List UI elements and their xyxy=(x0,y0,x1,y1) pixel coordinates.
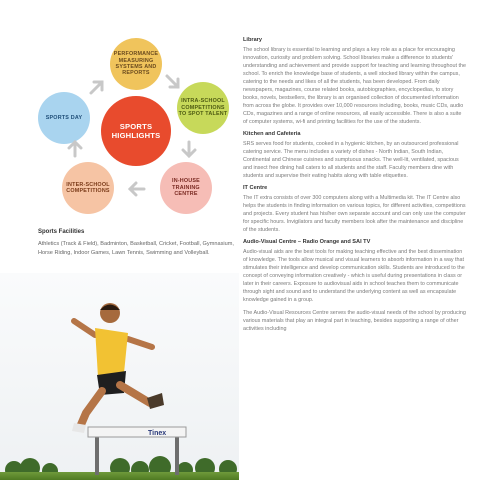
sports-highlights-center: SPORTS HIGHLIGHTS xyxy=(101,96,171,166)
it-centre-heading: IT Centre xyxy=(243,185,268,191)
library-heading: Library xyxy=(243,37,262,43)
arrow-icon xyxy=(164,72,182,90)
intra-school-node: INTRA-SCHOOL COMPETITIONS TO SPOT TALENT xyxy=(177,82,229,134)
inter-school-node: INTER-SCHOOL COMPETITIONS xyxy=(62,162,114,214)
audio-visual-text-2: The Audio-Visual Resources Centre serves the audio-visual needs of the school by producing various materials that play an integral part in teaching, besides supporting a range of other activities including xyxy=(243,310,466,332)
it-centre-text: The IT extra consists of over 300 computers along with a Multimedia kit. The IT Centre also helps the students in finding information on various topics, for different activities, competitions and projects. Every student has his/her own separate account and can only use the computer for specific hours. Invigilators and faculty members look after the maintenance and discipline of the students. xyxy=(243,195,466,233)
sports-highlights-diagram xyxy=(0,0,240,230)
arrow-icon xyxy=(180,140,198,158)
kitchen-heading: Kitchen and Cafeteria xyxy=(243,131,301,137)
arrow-icon xyxy=(66,140,84,158)
arrow-icon xyxy=(88,78,106,96)
sports-facilities-text: Athletics (Track & Field), Badminton, Basketball, Cricket, Football, Gymnasium, Horse Riding, Indoor Games, Lawn Tennis, Swimming and Volleyball. xyxy=(38,241,234,256)
in-house-node: IN-HOUSE TRAINING CENTRE xyxy=(160,162,212,214)
performance-node: PERFORMANCE MEASURING SYSTEMS AND REPORTS xyxy=(110,38,162,90)
sports-facilities-section xyxy=(38,229,238,257)
sports-day-node: SPORTS DAY xyxy=(38,92,90,144)
sports-facilities-heading: Sports Facilities xyxy=(38,229,85,235)
kitchen-text: SRS serves food for students, cooked in a hygienic kitchen, by an outsourced professional catering service. The menu includes a variety of dishes - North Indian, South Indian, Continental and Chinese cuisines and sumptuous snacks. The well-lit, ventilated, spacious and insect free dining hall caters to all students and the staff. Faculty members dine with students and supervise their eating habits along with table etiquettes. xyxy=(243,141,459,179)
audio-visual-heading: Audio-Visual Centre – Radio Orange and SAI TV xyxy=(243,239,371,245)
hurdle-jump-photo xyxy=(0,273,239,480)
library-text: The school library is essential to learning and plays a key role as a place for encouraging innovation, curiosity and problem solving. School libraries make a difference to students' understanding and achievement and provide support for teaching and learning throughout the school. To enrich the knowledge base of students, a well stocked library within the campus, catering to the needs and likes of all the students, has been developed. From daily newspapers, magazines, course related books, autobiographies, encyclopedias, to story books, novels, bestsellers, the library is an organised collection of documented information from across the globe. It provides over 10,000 resources including, books, music CDs, audio CDs, magazines and a range of online resources, all easily accessible. There is also a suite of computer systems, wi-fi and printing facilities for the use of the students. xyxy=(243,47,466,125)
audio-visual-text-1: Audio-visual aids are the best tools for making teaching effective and the best dissemination of knowledge. The tools allow musical and visual learners to absorb information in a way that stimulates their intelligence and develop communication skills. Students are introduced to the concept of conveying information creatively - which is useful during presentations in class or later in their careers. Exposure to audiovisual aids in school teaches them to communicate through sight and sound and to understand the underlying content as well as encapsulate knowledge gained in a group. xyxy=(243,249,465,303)
hurdle-brand-text: Tinex xyxy=(148,430,167,437)
arrow-icon xyxy=(128,180,146,198)
right-column xyxy=(243,37,467,338)
hurdle-jump-image xyxy=(0,273,239,480)
